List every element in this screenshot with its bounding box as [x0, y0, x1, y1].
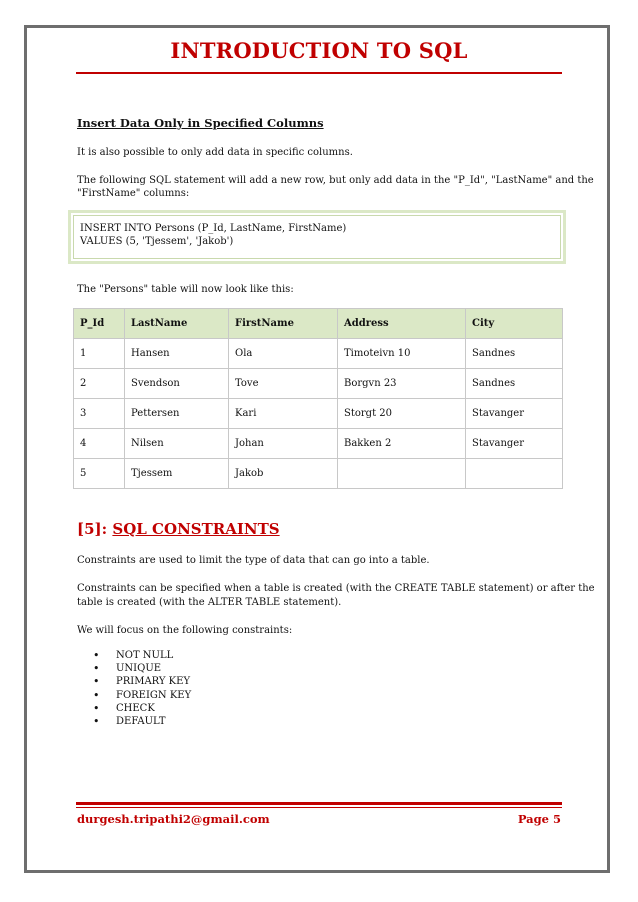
section-title: SQL CONSTRAINTS — [112, 520, 280, 538]
table-cell: 4 — [74, 429, 125, 459]
table-cell: Borgvn 23 — [338, 369, 466, 399]
paragraph-focus: We will focus on the following constraints: — [77, 625, 293, 636]
list-item: • NOT NULL — [77, 649, 191, 662]
table-header-row — [74, 309, 563, 339]
code-block — [68, 210, 566, 264]
list-item: • PRIMARY KEY — [77, 675, 191, 688]
column-header-city: City — [466, 309, 563, 339]
paragraph-statement-line1: The following SQL statement will add a new row, but only add data in the "P_Id", "LastName" and the — [77, 175, 594, 186]
table-cell: 3 — [74, 399, 125, 429]
table-cell: Stavanger — [466, 429, 563, 459]
title-rule — [76, 72, 562, 74]
paragraph-specific-columns: It is also possible to only add data in specific columns. — [77, 147, 353, 158]
paragraph-table-intro: The "Persons" table will now look like this: — [77, 284, 294, 295]
paragraph-constraints-line2: table is created (with the ALTER TABLE statement). — [77, 597, 342, 608]
paragraph-constraints-line1: Constraints can be specified when a table is created (with the CREATE TABLE statement) or after the — [77, 583, 595, 594]
section-number: [5]: — [77, 520, 113, 538]
table-cell: Tove — [229, 369, 338, 399]
column-header-lastname: LastName — [125, 309, 229, 339]
table-cell: Timoteivn 10 — [338, 339, 466, 369]
table-cell: Jakob — [229, 459, 338, 489]
code-line-insert: INSERT INTO Persons (P_Id, LastName, FirstName) — [80, 223, 347, 234]
table-row — [74, 459, 563, 489]
table-cell: Bakken 2 — [338, 429, 466, 459]
table-row — [74, 339, 563, 369]
table-cell — [338, 459, 466, 489]
table-cell: 1 — [74, 339, 125, 369]
table-cell: Nilsen — [125, 429, 229, 459]
table-row — [74, 369, 563, 399]
footer-rule-thin — [76, 807, 562, 808]
table-row — [74, 429, 563, 459]
table-cell: Pettersen — [125, 399, 229, 429]
persons-table — [73, 308, 563, 489]
code-line-values: VALUES (5, 'Tjessem', 'Jakob') — [80, 236, 234, 247]
section-heading-insert: Insert Data Only in Specified Columns — [77, 116, 324, 130]
constraints-list — [77, 649, 191, 728]
table-cell: Kari — [229, 399, 338, 429]
section-heading-constraints — [77, 520, 280, 538]
table-cell: Storgt 20 — [338, 399, 466, 429]
column-header-address: Address — [338, 309, 466, 339]
list-item: • CHECK — [77, 702, 191, 715]
table-cell — [466, 459, 563, 489]
list-item: • DEFAULT — [77, 715, 191, 728]
footer-email: durgesh.tripathi2@gmail.com — [77, 812, 270, 826]
footer-rule-thick — [76, 802, 562, 805]
table-cell: Sandnes — [466, 339, 563, 369]
column-header-firstname: FirstName — [229, 309, 338, 339]
table-cell: Johan — [229, 429, 338, 459]
column-header-p-id: P_Id — [74, 309, 125, 339]
paragraph-constraints-intro: Constraints are used to limit the type of data that can go into a table. — [77, 555, 430, 566]
page-title: INTRODUCTION TO SQL — [170, 38, 468, 63]
list-item: • FOREIGN KEY — [77, 689, 191, 702]
table-cell: 5 — [74, 459, 125, 489]
table-cell: Ola — [229, 339, 338, 369]
table-cell: Hansen — [125, 339, 229, 369]
table-cell: Stavanger — [466, 399, 563, 429]
list-item: • UNIQUE — [77, 662, 191, 675]
footer-page-number: Page 5 — [517, 812, 561, 826]
table-cell: Tjessem — [125, 459, 229, 489]
table-row — [74, 399, 563, 429]
paragraph-statement-line2: "FirstName" columns: — [77, 188, 190, 199]
table-cell: Sandnes — [466, 369, 563, 399]
table-cell: Svendson — [125, 369, 229, 399]
table-cell: 2 — [74, 369, 125, 399]
